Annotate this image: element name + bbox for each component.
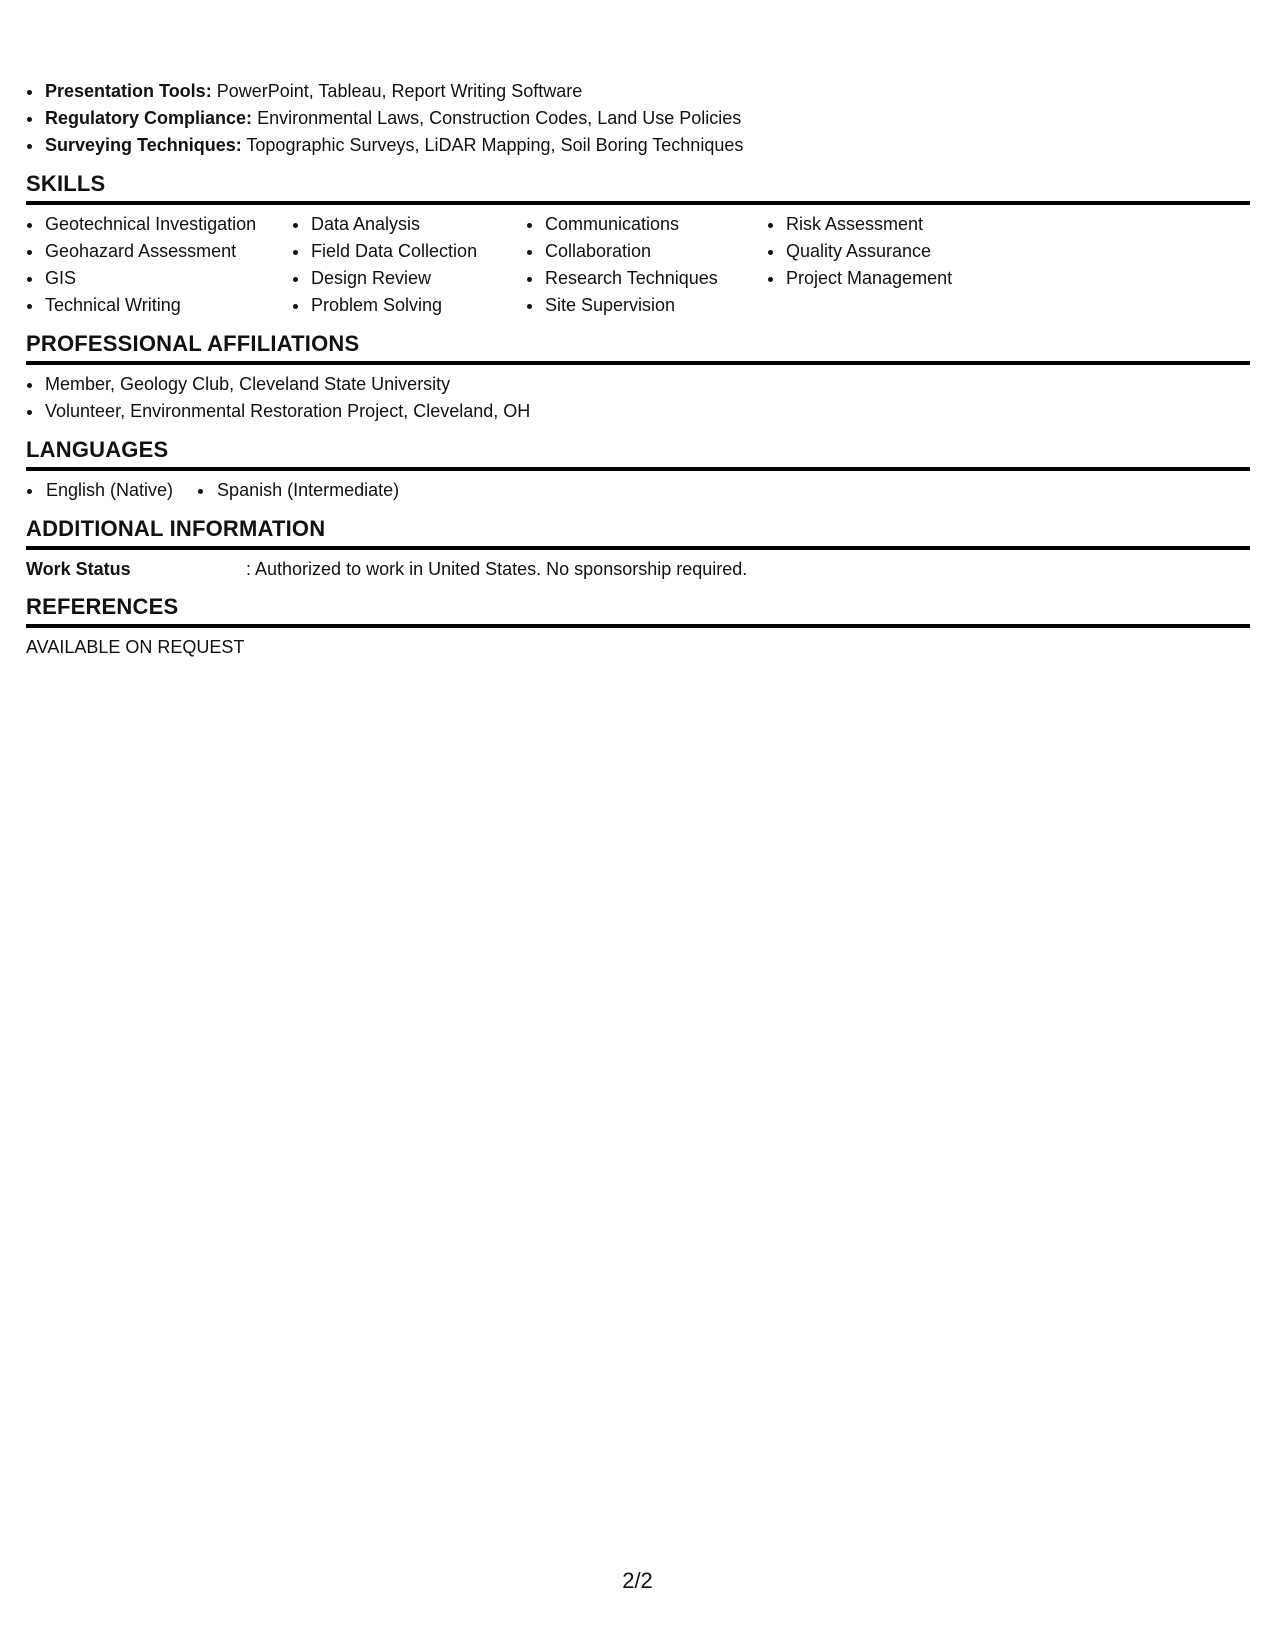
skill-item: • Problem Solving [310,292,526,319]
section-title-additional-info: ADDITIONAL INFORMATION [26,515,1250,550]
language-item: • English (Native) [44,477,173,504]
skill-item: • Research Techniques [544,265,767,292]
tool-category-label: Surveying Techniques: [45,135,242,155]
section-title-languages: LANGUAGES [26,436,1250,471]
skills-grid [26,211,1250,319]
skills-column [526,211,767,319]
additional-info-section [26,515,1250,582]
skill-item: • Site Supervision [544,292,767,319]
work-status-row [26,556,1250,582]
section-title-references: REFERENCES [26,593,1250,628]
skill-item: • Project Management [785,265,1045,292]
language-item: • Spanish (Intermediate) [215,477,399,504]
references-section [26,593,1250,660]
skill-item: • Quality Assurance [785,238,1045,265]
skill-item: • Technical Writing [44,292,292,319]
section-title-skills: SKILLS [26,170,1250,205]
section-title-affiliations: PROFESSIONAL AFFILIATIONS [26,330,1250,365]
references-text: AVAILABLE ON REQUEST [26,637,245,657]
skill-item: • Data Analysis [310,211,526,238]
list-item [44,105,1250,132]
languages-row [26,477,1250,504]
skills-column [26,211,292,319]
tool-category-value: Environmental Laws, Construction Codes, Land Use Policies [257,108,742,128]
tool-category-label: Presentation Tools: [45,81,212,101]
skill-item: • Communications [544,211,767,238]
work-status-label: Work Status [26,559,131,579]
skills-section [26,170,1250,319]
work-status-value: : Authorized to work in United States. No sponsorship required. [246,559,748,579]
skills-column [292,211,526,319]
tool-category-value: PowerPoint, Tableau, Report Writing Software [216,81,583,101]
resume-page [26,78,1250,660]
tool-category-value: Topographic Surveys, LiDAR Mapping, Soil Boring Techniques [246,135,744,155]
technical-tools-list [26,78,1250,159]
skill-item: • Geotechnical Investigation [44,211,292,238]
languages-section [26,436,1250,504]
skill-item: • Field Data Collection [310,238,526,265]
skill-item: • Geohazard Assessment [44,238,292,265]
affiliations-list [26,371,1250,425]
list-item [44,78,1250,105]
skill-item: • Design Review [310,265,526,292]
tool-category-label: Regulatory Compliance: [45,108,253,128]
list-item [44,132,1250,159]
skill-item: • Risk Assessment [785,211,1045,238]
languages-list [26,477,423,504]
skill-item: • GIS [44,265,292,292]
affiliation-item: • Member, Geology Club, Cleveland State University [44,371,1250,398]
affiliation-item: • Volunteer, Environmental Restoration Project, Cleveland, OH [44,398,1250,425]
skill-item: • Collaboration [544,238,767,265]
page-number: 2/2 [622,1568,653,1593]
affiliations-section [26,330,1250,425]
skills-column [767,211,1045,319]
